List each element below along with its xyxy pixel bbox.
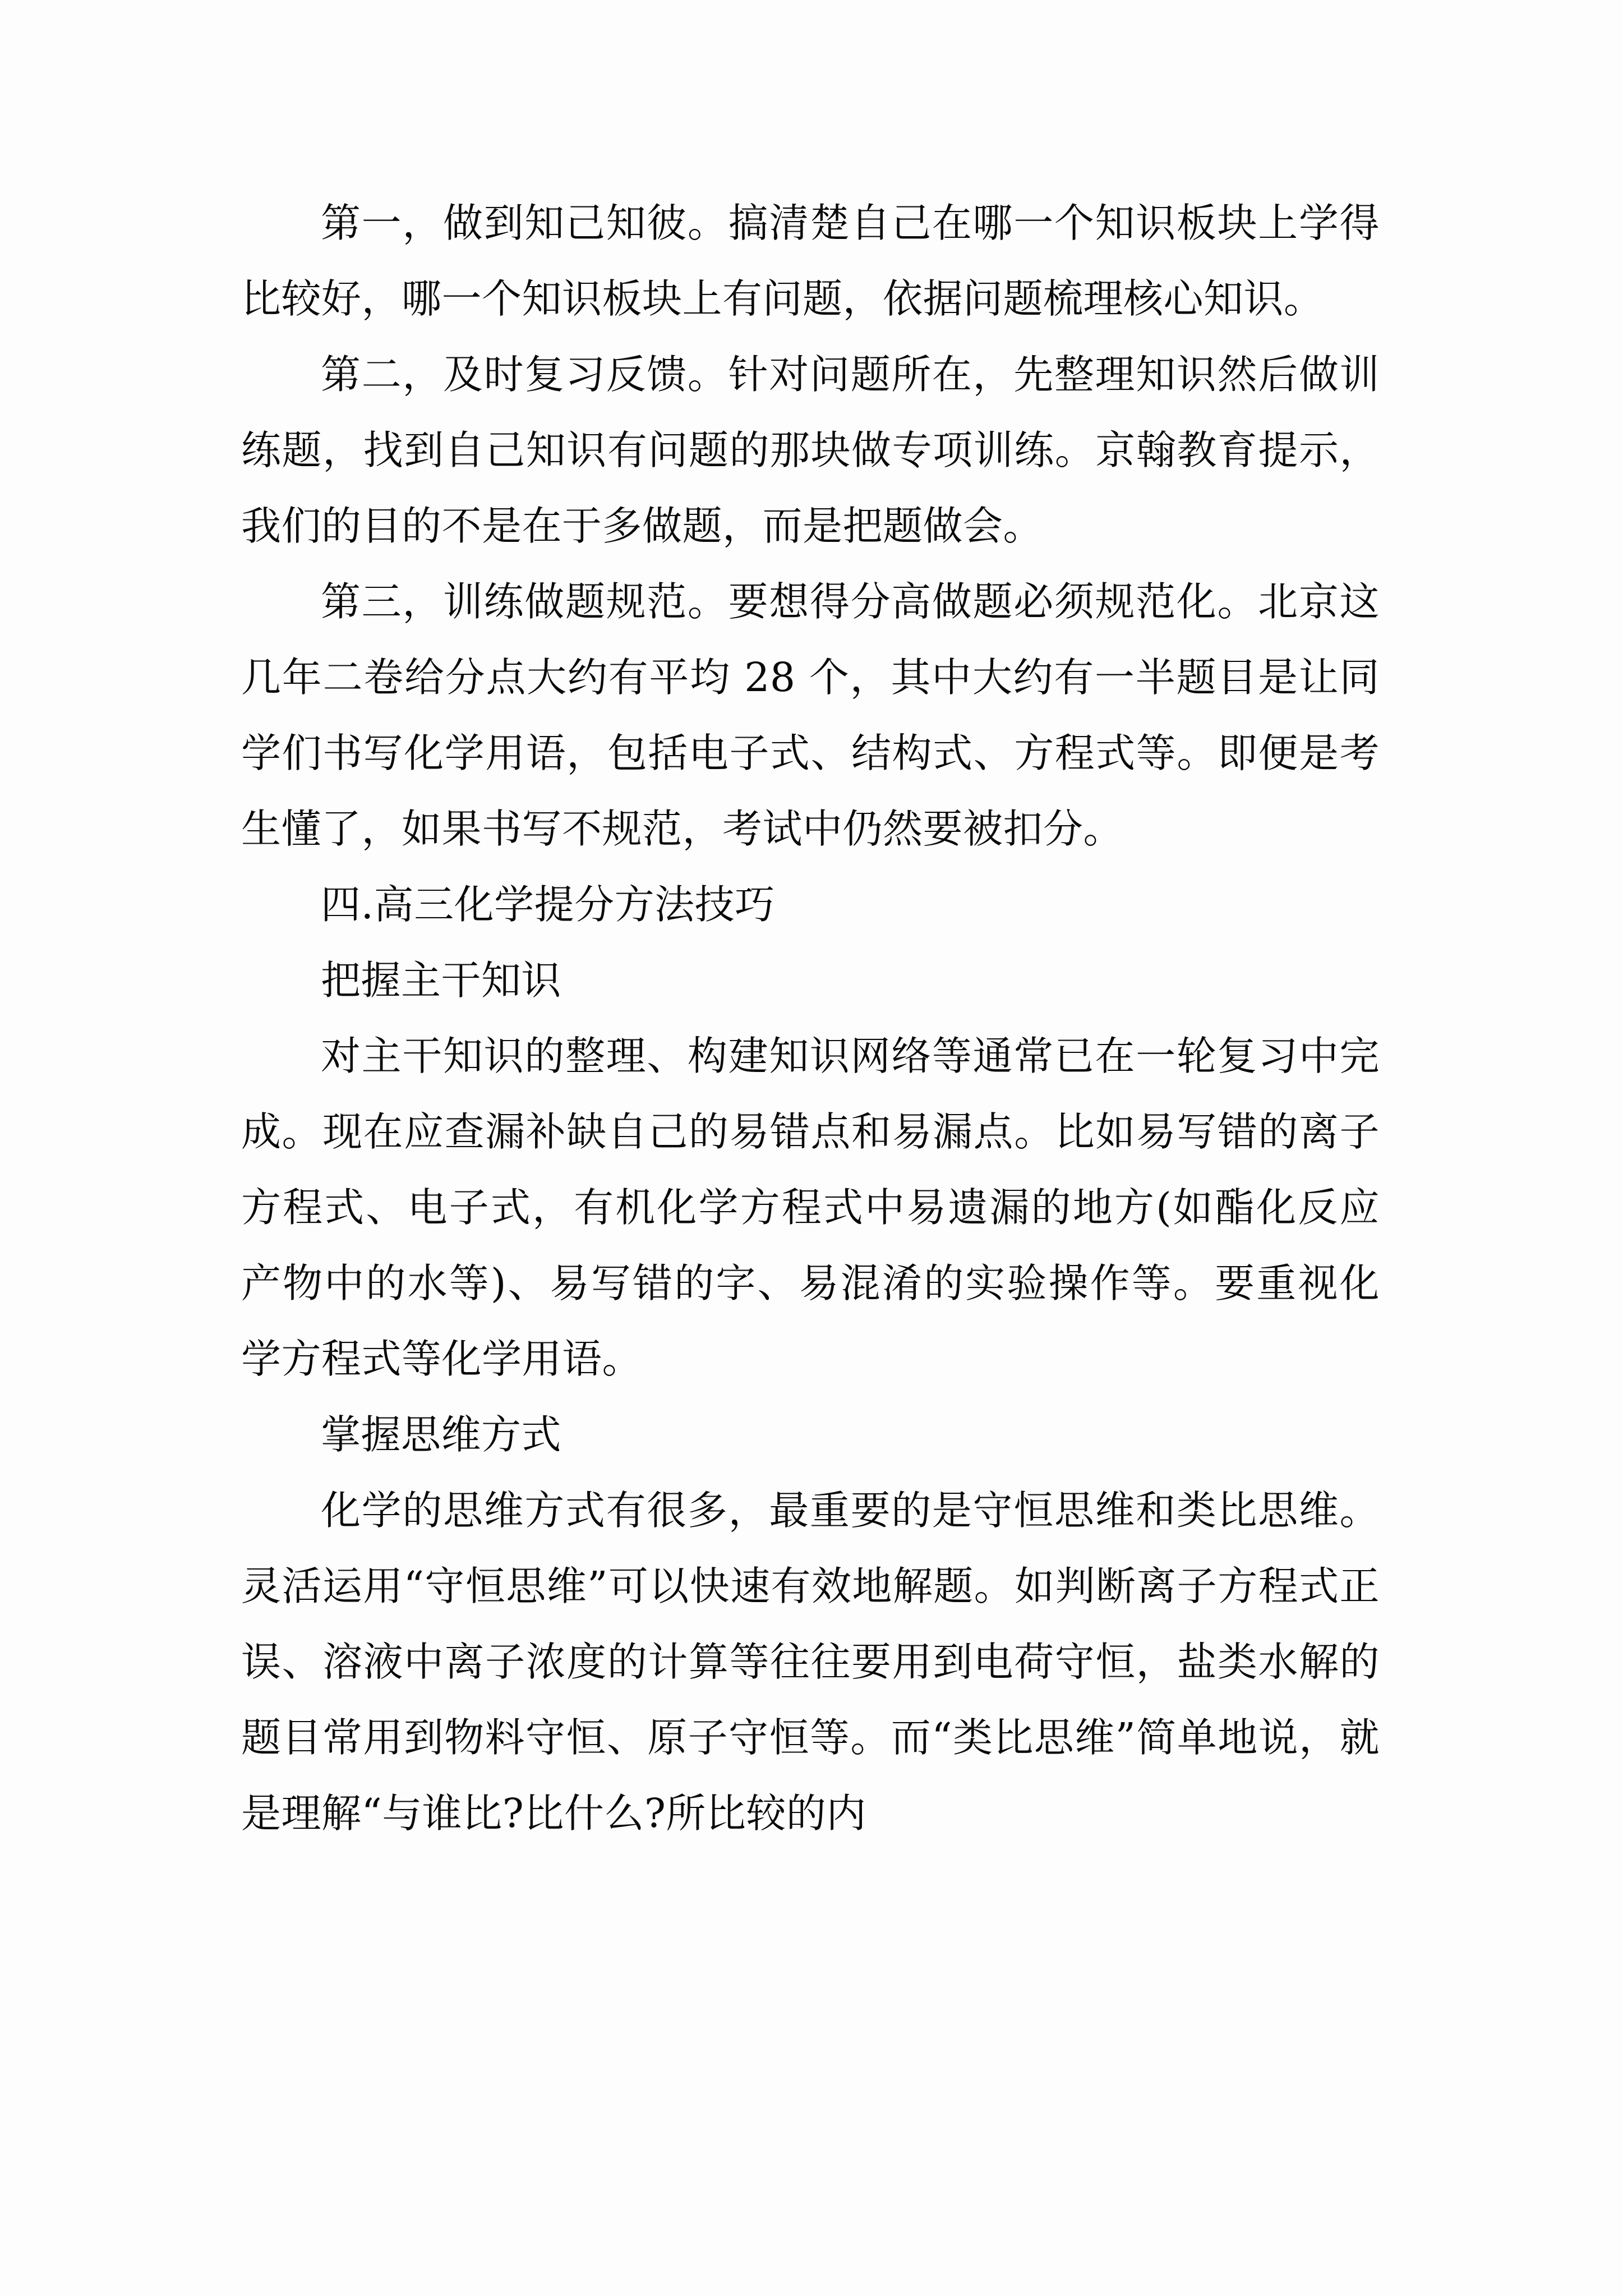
paragraph-5: 化学的思维方式有很多，最重要的是守恒思维和类比思维。灵活运用“守恒思维”可以快速有效地解题。如判断离子方程式正误、溶液中离子浓度的计算等往往要用到电荷守恒，盐类水解的题目常用到物料守恒、原子守恒等。而“类比思维”简单地说，就是理解“与谁比?比什么?所比较的内 — [241, 1487, 1380, 1837]
subheading-grasp-core-knowledge: 把握主干知识 — [321, 957, 562, 1004]
paragraph-4: 对主干知识的整理、构建知识网络等通常已在一轮复习中完成。现在应查漏补缺自己的易错点和易漏点。比如易写错的离子方程式、电子式，有机化学方程式中易遗漏的地方(如酯化反应产物中的水等)、易写错的字、易混淆的实验操作等。要重视化学方程式等化学用语。 — [241, 1033, 1380, 1382]
paragraph-2: 第二，及时复习反馈。针对问题所在，先整理知识然后做训练题，找到自己知识有问题的那块做专项训练。京翰教育提示，我们的目的不是在于多做题，而是把题做会。 — [241, 351, 1380, 549]
paragraph-3: 第三，训练做题规范。要想得分高做题必须规范化。北京这几年二卷给分点大约有平均 28 个，其中大约有一半题目是让同学们书写化学用语，包括电子式、结构式、方程式等。即便是考生懂了，如果书写不规范，考试中仍然要被扣分。 — [241, 578, 1380, 852]
document-body — [241, 185, 1380, 1851]
section-heading-4: 四.高三化学提分方法技巧 — [321, 881, 775, 928]
paragraph-1: 第一，做到知己知彼。搞清楚自己在哪一个知识板块上学得比较好，哪一个知识板块上有问题，依据问题梳理核心知识。 — [241, 200, 1380, 322]
subheading-master-thinking-mode: 掌握思维方式 — [321, 1411, 562, 1458]
